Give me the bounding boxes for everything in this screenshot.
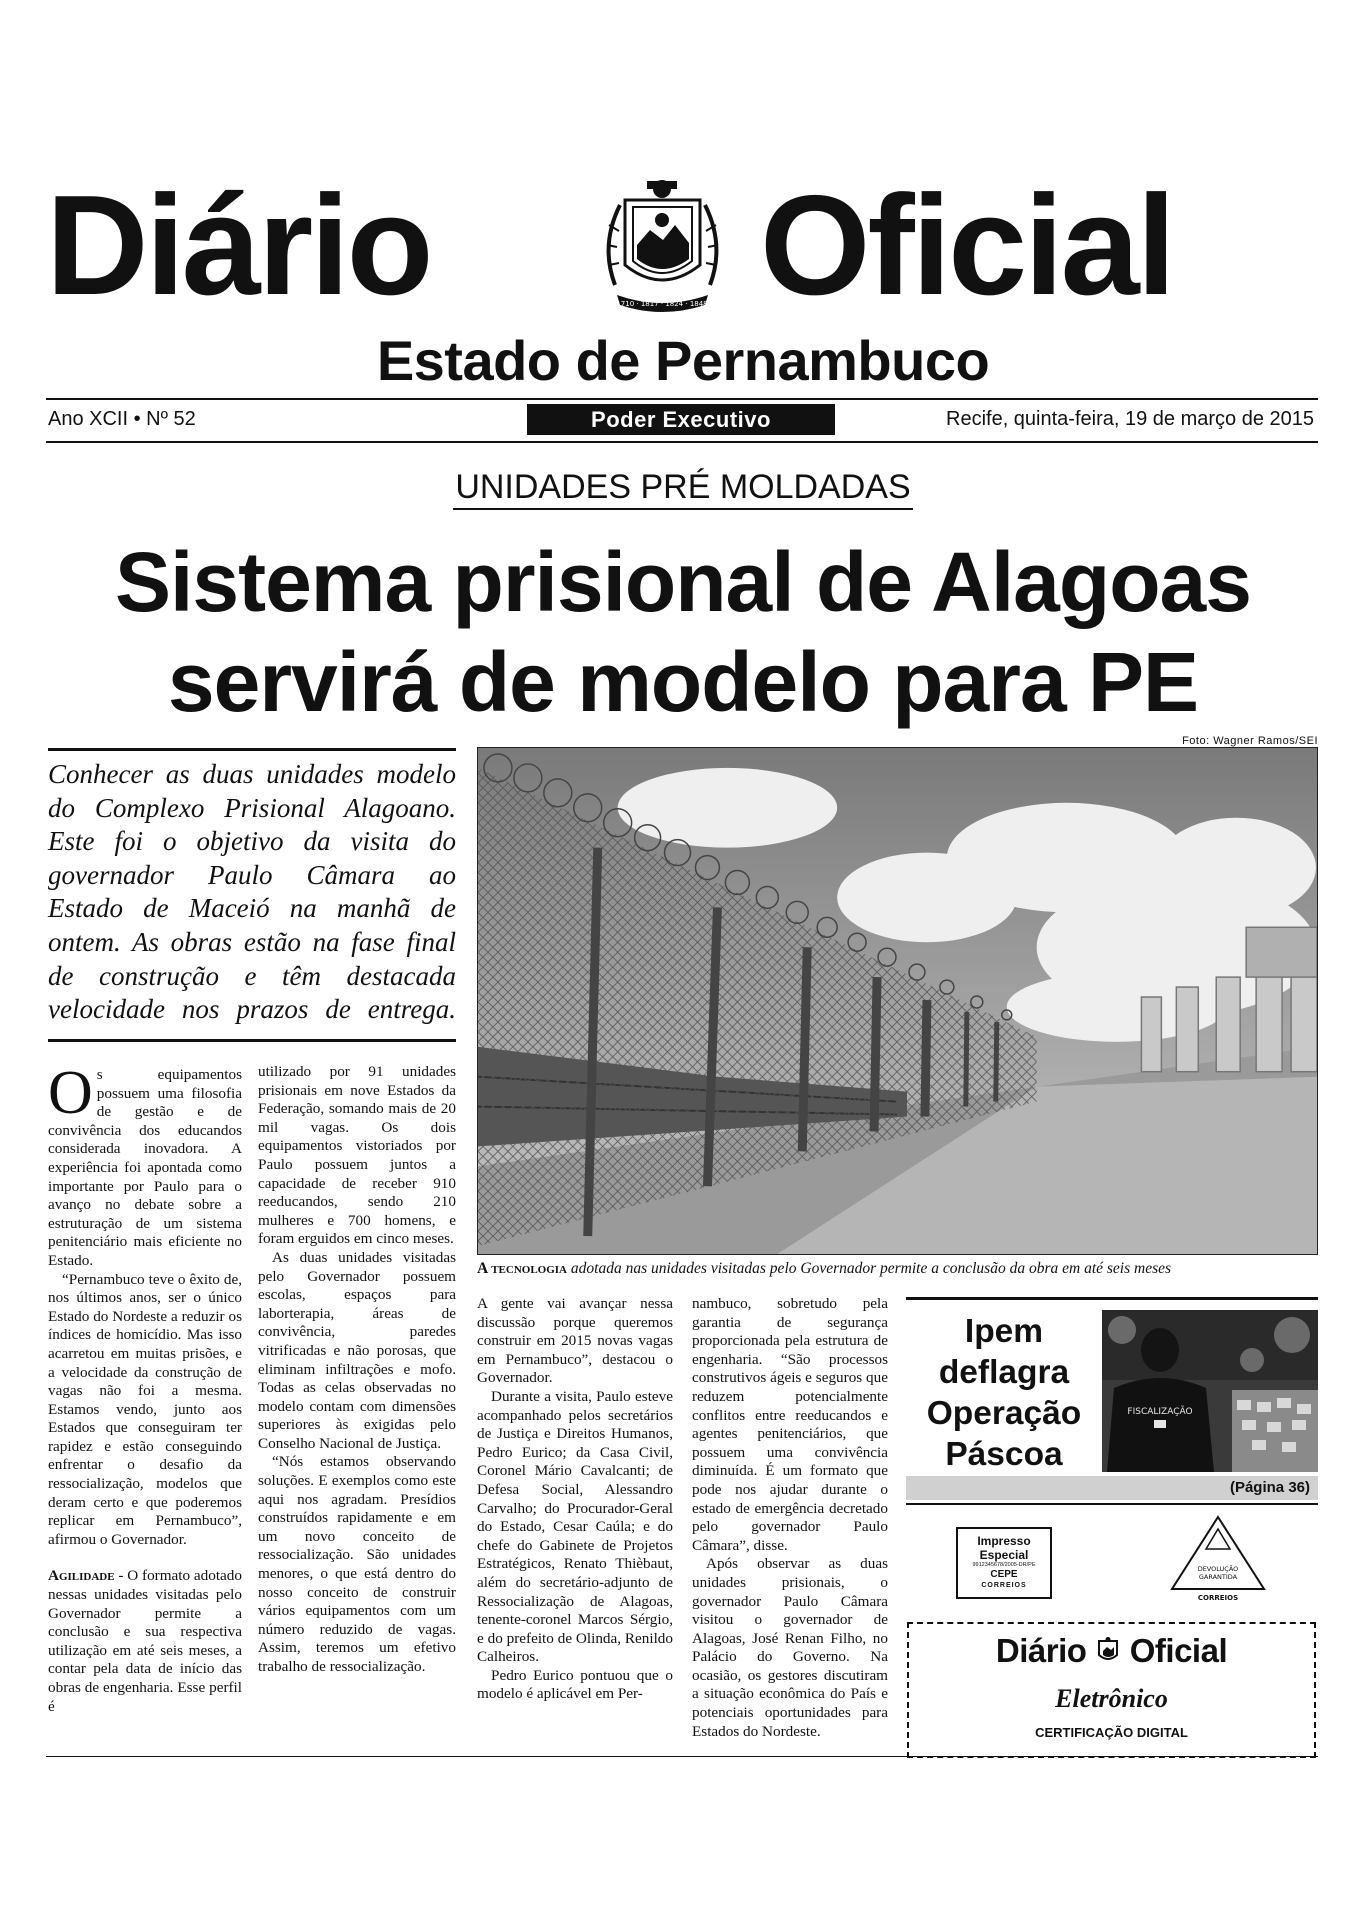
ipem-headline: [906, 1311, 1102, 1475]
pernambuco-coat-of-arms-icon: [595, 175, 730, 315]
svg-text:1710 · 1817 · 1824 · 1848: 1710 · 1817 · 1824 · 1848: [616, 300, 708, 308]
ipem-headline-line: deflagra: [938, 1354, 1070, 1391]
sidebar-rule: [906, 1503, 1318, 1505]
inspector-photo: [1102, 1310, 1318, 1472]
ipem-headline-line: Operação: [926, 1395, 1082, 1432]
article-column-1: [48, 1059, 242, 1716]
lead-line: Estado de Maceió na manhã de: [48, 893, 456, 924]
drop-cap: O: [48, 1059, 93, 1127]
caption-text: adotada nas unidades visitadas pelo Governador permite a conclusão da obra em até seis meses: [570, 1260, 1172, 1277]
lead-line: Conhecer as duas unidades modelo: [48, 759, 456, 789]
body-paragraph: As duas unidades visitadas pelo Governador possuem escolas, espaços para laborterapia, áreas de convivência, paredes vitrificadas e não porosas, que eliminam infiltrações e mofo. Todas as celas observadas no modelo contam com dimensões superiores às exigidas pelo Conselho Nacional de Justiça.: [258, 1248, 456, 1452]
body-paragraph: Pedro Eurico pontuou que o modelo é aplicável em Per-: [477, 1666, 673, 1703]
article-column-2: [258, 1063, 456, 1677]
sidebar-top-rule: [906, 1297, 1318, 1300]
section-banner: Poder Executivo: [527, 404, 835, 435]
body-paragraph: “Pernambuco teve o êxito de, nos últimos anos, ser o único Estado do Nordeste a reduzir os índices de homicídio. Mas isso acarretou em muitas prisões, e a velocidade da construção de vagas não foi a mesma. Estamos vendo, junto aos Estados que conseguiram ter rapidez e estão conseguindo enfrentar o desafio da ressocialização, modelos que deram certo e que poderemos replicar em Pernambuco”, afirmou o Governador.: [48, 1270, 242, 1548]
certificacao-digital: CERTIFICAÇÃO DIGITAL: [1035, 1725, 1188, 1740]
headline-line-1: Sistema prisional de Alagoas: [115, 535, 1251, 629]
body-paragraph: utilizado por 91 unidades prisionais em nove Estados da Federação, somando mais de 20 mil vagas. Os dois equipamentos vistoriados por Paulo possuem juntos a capacidade de receber 910 reeducandos, sendo 210 mulheres e 700 homens, e foram erguidos em cinco meses.: [258, 1063, 456, 1248]
svg-text:DEVOLUÇÃO: DEVOLUÇÃO: [1197, 1565, 1239, 1573]
masthead-title-left: Diário: [46, 166, 431, 325]
ipem-headline-line: Ipem: [964, 1313, 1044, 1350]
caption-lead: A tecnologia: [477, 1260, 568, 1277]
article-column-3: [477, 1295, 673, 1704]
diario-eletronico-title: Diário Oficial: [995, 1632, 1228, 1669]
svg-text:FISCALIZAÇÃO: FISCALIZAÇÃO: [1127, 1407, 1193, 1417]
dateline: Recife, quinta-feira, 19 de março de 2015: [946, 408, 1314, 430]
lead-line: Este foi o objetivo da visita do: [48, 826, 456, 857]
lead-line: velocidade nos prazos de entrega.: [48, 994, 456, 1025]
page-reference: (Página 36): [906, 1476, 1318, 1500]
photo-credit: Foto: Wagner Ramos/SEI: [1182, 735, 1318, 747]
masthead-subtitle: Estado de Pernambuco: [376, 329, 990, 392]
lead-line: ontem. As obras estão na fase final: [48, 926, 456, 957]
article-kicker: UNIDADES PRÉ MOLDADAS: [0, 468, 1366, 507]
lead-line: de construção e têm destacada: [48, 960, 456, 991]
issue-number: Ano XCII • Nº 52: [48, 408, 196, 430]
lead-bottom-rule: [48, 1039, 456, 1042]
article-lead: [48, 758, 456, 1027]
svg-text:CORREIOS: CORREIOS: [1197, 1594, 1239, 1602]
prison-fence-photo: [477, 747, 1318, 1255]
body-paragraph: nambuco, sobretudo pela garantia de segurança proporcionada pela estrutura de engenharia. “São processos construtivos ágeis e seguros que reduzem potencialmente conflitos entre reeducandos e agentes penitenciários, que possuem uma convivência diminuída. É um formato que pode nos ajudar durante o estado de emergência decretado pelo governador Paulo Câmara”, disse.: [692, 1295, 888, 1554]
devolucao-garantida-stamp: [1168, 1513, 1268, 1603]
masthead-bottom-rule: [46, 441, 1318, 443]
body-paragraph: Após observar as duas unidades prisionais, o governador Paulo Câmara visitou o governador de Alagoas, José Renan Filho, no Palácio do Governo. Na ocasião, os gestores discutiram a situação econômica do País e potenciais oportunidades para Estados do Nordeste.: [692, 1555, 888, 1740]
lead-line: do Complexo Prisional Alagoano.: [48, 792, 456, 823]
impresso-especial-stamp: Impresso Especial 9912345678/2005-DR/PE CEPE CORREIOS: [956, 1527, 1052, 1599]
article-column-4: [692, 1295, 888, 1741]
subhead-agilidade: Agilidade: [48, 1567, 115, 1585]
body-paragraph: “Nós estamos observando soluções. E exemplos como este aqui nos agradam. Presídios construídos rapidamente e em um novo conceito de ressocialização. São unidades menores, o que está dentro do nosso conceito de construir vários equipamentos com um número reduzido de vagas. Assim, teremos um efetivo trabalho de ressocialização.: [258, 1453, 456, 1675]
svg-text:GARANTIDA: GARANTIDA: [1198, 1573, 1238, 1581]
body-paragraph: A gente vai avançar nessa discussão porque queremos construir em 2015 novas vagas em Pernambuco”, destacou o Governador.: [477, 1295, 673, 1387]
lead-top-rule: [48, 748, 456, 751]
body-paragraph: Durante a visita, Paulo esteve acompanhado pelos secretários de Justiça e Direitos Humanos, Pedro Eurico; da Casa Civil, Coronel Mário Cavalcanti; de Defesa Social, Alessandro Carvalho; do Procurador-Geral do Estado, Cesar Caúla; e do chefe do Gabinete de Projetos Estratégicos, Renato Thièbaut, além do secretário-adjunto de Ressocialização de Alagoas, tenente-coronel Marcos Sérgio, e do prefeito de Olinda, Renildo Calheiros.: [477, 1387, 673, 1666]
masthead-top-rule: [46, 398, 1318, 400]
photo-caption: [477, 1260, 1318, 1278]
lead-line: governador Paulo Câmara ao: [48, 859, 456, 890]
body-paragraph: s equipamentos possuem uma filosofia de gestão e de convivência dos educandos considerada inovadora. A experiência foi apontada como importante por Paulo para o avanço no debate sobre a estruturação de um sistema penitenciário mais eficiente no Estado.: [48, 1066, 242, 1269]
small-coat-of-arms-icon: [1095, 1637, 1121, 1665]
headline-line-2: servirá de modelo para PE: [167, 635, 1199, 729]
eletronico-label: Eletrônico: [1055, 1684, 1168, 1713]
ipem-headline-line: Páscoa: [945, 1436, 1063, 1473]
body-paragraph: - O formato adotado nessas unidades visitadas pelo Governador permite a conclusão e sua respectiva utilização em até seis meses, a contar pela data de início das obras de engenharia. Esse perfil é: [48, 1567, 242, 1715]
masthead-title-right: Oficial: [760, 166, 1174, 325]
